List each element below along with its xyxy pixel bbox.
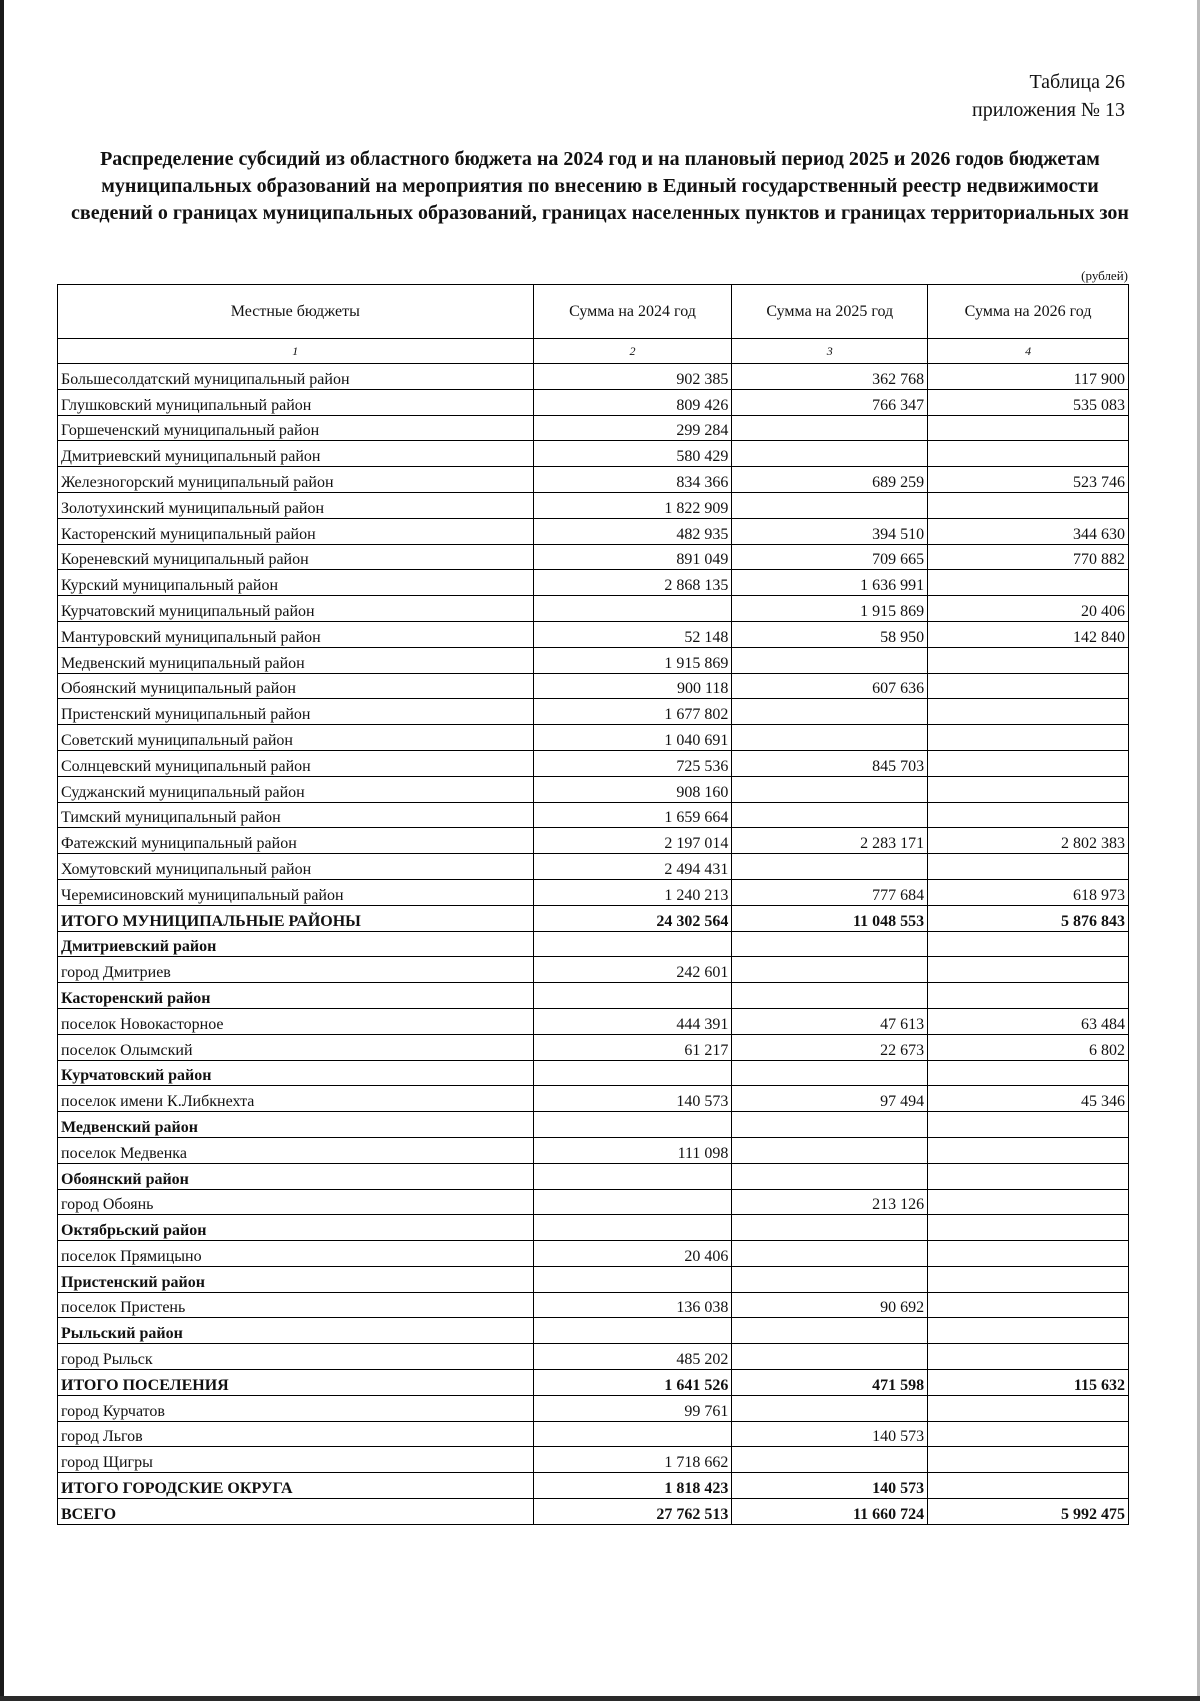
row-label: Дмитриевский район <box>58 931 534 957</box>
amount-2025 <box>732 1060 928 1086</box>
amount-2025: 709 665 <box>732 544 928 570</box>
table-row <box>58 1292 1129 1318</box>
amount-2025 <box>732 1395 928 1421</box>
amount-2025: 471 598 <box>732 1370 928 1396</box>
amount-2026: 770 882 <box>928 544 1129 570</box>
table-row <box>58 544 1129 570</box>
amount-2024: 891 049 <box>533 544 732 570</box>
amount-2024: 242 601 <box>533 957 732 983</box>
table-row <box>58 931 1129 957</box>
amount-2026 <box>928 570 1129 596</box>
amount-2024 <box>533 1163 732 1189</box>
amount-2024: 1 718 662 <box>533 1447 732 1473</box>
row-label: город Щигры <box>58 1447 534 1473</box>
amount-2025 <box>732 983 928 1009</box>
table-row <box>58 647 1129 673</box>
amount-2024 <box>533 931 732 957</box>
amount-2026 <box>928 673 1129 699</box>
amount-2024: 902 385 <box>533 364 732 390</box>
amount-2024: 444 391 <box>533 1008 732 1034</box>
amount-2026: 115 632 <box>928 1370 1129 1396</box>
amount-2024: 1 677 802 <box>533 699 732 725</box>
amount-2024: 111 098 <box>533 1137 732 1163</box>
table-row <box>58 467 1129 493</box>
row-label: Железногорский муниципальный район <box>58 467 534 493</box>
row-label: ВСЕГО <box>58 1499 534 1525</box>
table-row <box>58 1473 1129 1499</box>
amount-2024 <box>533 1112 732 1138</box>
amount-2024: 1 915 869 <box>533 647 732 673</box>
table-row <box>58 621 1129 647</box>
amount-2024: 908 160 <box>533 776 732 802</box>
table-row <box>58 364 1129 390</box>
amount-2026 <box>928 1137 1129 1163</box>
table-row <box>58 699 1129 725</box>
unit-label: (рублей) <box>1081 268 1128 283</box>
amount-2026: 6 802 <box>928 1034 1129 1060</box>
amount-2025 <box>732 1266 928 1292</box>
amount-2026: 45 346 <box>928 1086 1129 1112</box>
amount-2025: 845 703 <box>732 750 928 776</box>
table-row <box>58 828 1129 854</box>
table-row <box>58 1215 1129 1241</box>
amount-2025 <box>732 1137 928 1163</box>
amount-2026 <box>928 492 1129 518</box>
amount-2025: 689 259 <box>732 467 928 493</box>
amount-2024: 99 761 <box>533 1395 732 1421</box>
amount-2026 <box>928 854 1129 880</box>
scan-edge-left <box>0 0 4 1701</box>
table-row <box>58 1499 1129 1525</box>
amount-2026 <box>928 1163 1129 1189</box>
table-row <box>58 1008 1129 1034</box>
amount-2024: 1 818 423 <box>533 1473 732 1499</box>
subsidy-table <box>57 284 1129 1525</box>
row-label: поселок Новокасторное <box>58 1008 534 1034</box>
table-row <box>58 983 1129 1009</box>
row-label: Хомутовский муниципальный район <box>58 854 534 880</box>
amount-2024 <box>533 1266 732 1292</box>
amount-2024: 140 573 <box>533 1086 732 1112</box>
row-label: Советский муниципальный район <box>58 725 534 751</box>
row-label: Солнцевский муниципальный район <box>58 750 534 776</box>
amount-2024: 809 426 <box>533 389 732 415</box>
amount-2026 <box>928 957 1129 983</box>
row-label: город Курчатов <box>58 1395 534 1421</box>
document-title: Распределение субсидий из областного бюджета на 2024 год и на плановый период 2025 и 2026 годов бюджетам муниципальных образований на мероприятия по внесению в Единый государственный реестр недвижимости сведений о границах муниципальных образований, границах населенных пунктов и границах территориальных зон <box>71 148 1129 224</box>
amount-2025 <box>732 1344 928 1370</box>
table-row <box>58 1112 1129 1138</box>
amount-2025 <box>732 1163 928 1189</box>
row-label: Медвенский район <box>58 1112 534 1138</box>
amount-2026: 5 876 843 <box>928 905 1129 931</box>
table-row <box>58 1163 1129 1189</box>
table-row <box>58 673 1129 699</box>
amount-2025 <box>732 1215 928 1241</box>
row-label: Медвенский муниципальный район <box>58 647 534 673</box>
amount-2026: 117 900 <box>928 364 1129 390</box>
row-label: поселок Прямицыно <box>58 1241 534 1267</box>
column-number: 2 <box>533 339 732 364</box>
row-label: Суджанский муниципальный район <box>58 776 534 802</box>
amount-2025 <box>732 854 928 880</box>
amount-2024 <box>533 1421 732 1447</box>
row-label: Горшеченский муниципальный район <box>58 415 534 441</box>
amount-2025: 22 673 <box>732 1034 928 1060</box>
scan-edge-bottom <box>0 1696 1200 1701</box>
amount-2024: 61 217 <box>533 1034 732 1060</box>
row-label: ИТОГО ГОРОДСКИЕ ОКРУГА <box>58 1473 534 1499</box>
amount-2025 <box>732 441 928 467</box>
amount-2024 <box>533 1189 732 1215</box>
amount-2024: 725 536 <box>533 750 732 776</box>
table-row <box>58 1395 1129 1421</box>
table-row <box>58 854 1129 880</box>
amount-2024: 1 641 526 <box>533 1370 732 1396</box>
table-row <box>58 570 1129 596</box>
row-label: город Льгов <box>58 1421 534 1447</box>
table-number-block <box>972 68 1125 124</box>
row-label: поселок Пристень <box>58 1292 534 1318</box>
row-label: Курчатовский район <box>58 1060 534 1086</box>
amount-2026: 535 083 <box>928 389 1129 415</box>
amount-2026 <box>928 1215 1129 1241</box>
row-label: Обоянский муниципальный район <box>58 673 534 699</box>
table-label: Таблица 26 <box>1029 71 1125 93</box>
amount-2026 <box>928 1292 1129 1318</box>
column-number: 3 <box>732 339 928 364</box>
amount-2026 <box>928 802 1129 828</box>
amount-2024: 900 118 <box>533 673 732 699</box>
amount-2026 <box>928 983 1129 1009</box>
column-header: Сумма на 2025 год <box>732 285 928 339</box>
table-row <box>58 1189 1129 1215</box>
table-row <box>58 905 1129 931</box>
amount-2025 <box>732 931 928 957</box>
amount-2025 <box>732 1112 928 1138</box>
amount-2025: 607 636 <box>732 673 928 699</box>
amount-2025: 47 613 <box>732 1008 928 1034</box>
table-row <box>58 389 1129 415</box>
row-label: Обоянский район <box>58 1163 534 1189</box>
row-label: Пристенский муниципальный район <box>58 699 534 725</box>
column-header: Местные бюджеты <box>58 285 534 339</box>
amount-2024 <box>533 983 732 1009</box>
row-label: ИТОГО ПОСЕЛЕНИЯ <box>58 1370 534 1396</box>
amount-2026 <box>928 1421 1129 1447</box>
amount-2025 <box>732 1241 928 1267</box>
amount-2024 <box>533 1215 732 1241</box>
amount-2025 <box>732 1318 928 1344</box>
amount-2025: 140 573 <box>732 1421 928 1447</box>
row-label: город Рыльск <box>58 1344 534 1370</box>
amount-2026: 618 973 <box>928 879 1129 905</box>
amount-2026 <box>928 750 1129 776</box>
amount-2026 <box>928 1395 1129 1421</box>
table-row <box>58 879 1129 905</box>
row-label: Курский муниципальный район <box>58 570 534 596</box>
amount-2026 <box>928 931 1129 957</box>
amount-2026 <box>928 1344 1129 1370</box>
amount-2025: 90 692 <box>732 1292 928 1318</box>
amount-2024: 2 197 014 <box>533 828 732 854</box>
amount-2026 <box>928 1241 1129 1267</box>
row-label: Большесолдатский муниципальный район <box>58 364 534 390</box>
table-row <box>58 1421 1129 1447</box>
amount-2024: 580 429 <box>533 441 732 467</box>
table-row <box>58 518 1129 544</box>
amount-2025 <box>732 415 928 441</box>
row-label: Октябрьский район <box>58 1215 534 1241</box>
amount-2026 <box>928 1189 1129 1215</box>
table-row <box>58 725 1129 751</box>
table-row <box>58 1241 1129 1267</box>
amount-2024: 136 038 <box>533 1292 732 1318</box>
amount-2024: 2 868 135 <box>533 570 732 596</box>
row-label: поселок Медвенка <box>58 1137 534 1163</box>
table-body <box>58 364 1129 1525</box>
row-label: город Обоянь <box>58 1189 534 1215</box>
amount-2025: 140 573 <box>732 1473 928 1499</box>
amount-2025: 11 048 553 <box>732 905 928 931</box>
row-label: Глушковский муниципальный район <box>58 389 534 415</box>
amount-2025: 394 510 <box>732 518 928 544</box>
amount-2024: 27 762 513 <box>533 1499 732 1525</box>
amount-2024 <box>533 1318 732 1344</box>
amount-2026: 63 484 <box>928 1008 1129 1034</box>
row-label: Касторенский муниципальный район <box>58 518 534 544</box>
amount-2026: 142 840 <box>928 621 1129 647</box>
amount-2025 <box>732 647 928 673</box>
amount-2025 <box>732 492 928 518</box>
amount-2024: 485 202 <box>533 1344 732 1370</box>
amount-2026: 20 406 <box>928 596 1129 622</box>
amount-2025: 213 126 <box>732 1189 928 1215</box>
amount-2026 <box>928 415 1129 441</box>
amount-2024: 299 284 <box>533 415 732 441</box>
amount-2025: 777 684 <box>732 879 928 905</box>
amount-2026: 344 630 <box>928 518 1129 544</box>
row-label: поселок Олымский <box>58 1034 534 1060</box>
table-row <box>58 492 1129 518</box>
amount-2024: 1 659 664 <box>533 802 732 828</box>
table-row <box>58 1086 1129 1112</box>
row-label: Фатежский муниципальный район <box>58 828 534 854</box>
row-label: Черемисиновский муниципальный район <box>58 879 534 905</box>
row-label: Рыльский район <box>58 1318 534 1344</box>
amount-2024: 24 302 564 <box>533 905 732 931</box>
table-row <box>58 1137 1129 1163</box>
amount-2024: 1 240 213 <box>533 879 732 905</box>
column-header: Сумма на 2026 год <box>928 285 1129 339</box>
column-header: Сумма на 2024 год <box>533 285 732 339</box>
row-label: Пристенский район <box>58 1266 534 1292</box>
row-label: ИТОГО МУНИЦИПАЛЬНЫЕ РАЙОНЫ <box>58 905 534 931</box>
row-label: Курчатовский муниципальный район <box>58 596 534 622</box>
amount-2025: 97 494 <box>732 1086 928 1112</box>
row-label: Мантуровский муниципальный район <box>58 621 534 647</box>
amount-2025: 362 768 <box>732 364 928 390</box>
table-row <box>58 415 1129 441</box>
amount-2026 <box>928 776 1129 802</box>
table-row <box>58 802 1129 828</box>
table-row <box>58 441 1129 467</box>
amount-2025: 11 660 724 <box>732 1499 928 1525</box>
amount-2024: 52 148 <box>533 621 732 647</box>
amount-2024: 1 040 691 <box>533 725 732 751</box>
table-row <box>58 1266 1129 1292</box>
amount-2026 <box>928 1447 1129 1473</box>
table-row <box>58 776 1129 802</box>
amount-2025 <box>732 957 928 983</box>
amount-2026 <box>928 1266 1129 1292</box>
amount-2025 <box>732 725 928 751</box>
amount-2025 <box>732 776 928 802</box>
amount-2025 <box>732 802 928 828</box>
amount-2024: 834 366 <box>533 467 732 493</box>
amount-2025: 1 636 991 <box>732 570 928 596</box>
row-label: Кореневский муниципальный район <box>58 544 534 570</box>
amount-2026: 523 746 <box>928 467 1129 493</box>
table-row <box>58 1060 1129 1086</box>
row-label: Дмитриевский муниципальный район <box>58 441 534 467</box>
amount-2024: 482 935 <box>533 518 732 544</box>
amount-2025 <box>732 699 928 725</box>
amount-2026: 2 802 383 <box>928 828 1129 854</box>
amount-2025: 766 347 <box>732 389 928 415</box>
amount-2024 <box>533 1060 732 1086</box>
amount-2025 <box>732 1447 928 1473</box>
amount-2025: 1 915 869 <box>732 596 928 622</box>
column-number: 1 <box>58 339 534 364</box>
table-row <box>58 1447 1129 1473</box>
column-number: 4 <box>928 339 1129 364</box>
amount-2026 <box>928 441 1129 467</box>
amount-2026: 5 992 475 <box>928 1499 1129 1525</box>
appendix-label: приложения № 13 <box>971 99 1125 121</box>
amount-2026 <box>928 725 1129 751</box>
amount-2025: 58 950 <box>732 621 928 647</box>
table-row <box>58 1034 1129 1060</box>
table-row <box>58 957 1129 983</box>
row-label: поселок имени К.Либкнехта <box>58 1086 534 1112</box>
column-number-row <box>58 339 1129 364</box>
amount-2024: 1 822 909 <box>533 492 732 518</box>
table-row <box>58 596 1129 622</box>
table-row <box>58 1370 1129 1396</box>
amount-2024 <box>533 596 732 622</box>
amount-2024: 2 494 431 <box>533 854 732 880</box>
amount-2025: 2 283 171 <box>732 828 928 854</box>
table-row <box>58 750 1129 776</box>
amount-2026 <box>928 699 1129 725</box>
row-label: Золотухинский муниципальный район <box>58 492 534 518</box>
row-label: город Дмитриев <box>58 957 534 983</box>
amount-2024: 20 406 <box>533 1241 732 1267</box>
amount-2026 <box>928 1473 1129 1499</box>
table-row <box>58 1344 1129 1370</box>
amount-2026 <box>928 647 1129 673</box>
header-row <box>58 285 1129 339</box>
amount-2026 <box>928 1060 1129 1086</box>
amount-2026 <box>928 1112 1129 1138</box>
row-label: Тимский муниципальный район <box>58 802 534 828</box>
row-label: Касторенский район <box>58 983 534 1009</box>
table-row <box>58 1318 1129 1344</box>
amount-2026 <box>928 1318 1129 1344</box>
